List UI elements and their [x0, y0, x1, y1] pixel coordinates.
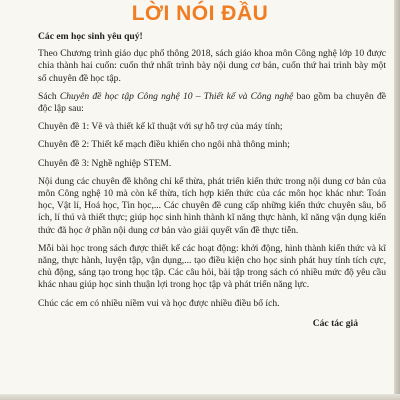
topic-3: Chuyên đề 3: Nghề nghiệp STEM. [38, 157, 172, 169]
preface-content [38, 31, 386, 336]
paragraph-wishes: Chúc các em có nhiều niềm vui và học được nhiều điều bổ ích. [38, 297, 280, 309]
signature: Các tác giả [312, 317, 358, 329]
paragraph-intro: Theo Chương trình giáo dục phổ thông 2018, sách giáo khoa môn Công nghệ lớp 10 được chia thành hai cuốn: cuốn thứ nhất trình bày nội dung cơ bản, cuốn thứ hai trình bày một số chuyên đề học tập. [38, 48, 386, 84]
topic-2: Chuyên đề 2: Thiết kế mạch điều khiển cho ngôi nhà thông minh; [38, 139, 290, 151]
page-title: LỜI NÓI ĐẦU [131, 2, 269, 25]
greeting: Các em học sinh yêu quý! [38, 31, 143, 42]
paragraph-lessons: Mỗi bài học trong sách được thiết kế các hoạt động: khởi động, hình thành kiến thức và kĩ năng, thực hành, luyện tập, vận dụng,... tạo điều kiện cho học sinh phát huy tính tích cực, chủ động, sáng tạo trong học tập. Các câu hỏi, bài tập trong sách có nhiều mức độ yêu cầu khác nhau giúp học sinh thuận lợi trong học tập và phát triển năng lực. [38, 242, 386, 291]
topic-1: Chuyên đề 1: Vẽ và thiết kế kĩ thuật với sự hỗ trợ của máy tính; [38, 121, 283, 133]
page-bottom-edge [0, 394, 400, 400]
book-title-italic: Chuyên đề học tập Công nghệ 10 – Thiết kế và Công nghệ [59, 90, 294, 102]
paragraph-content: Nội dung các chuyên đề không chỉ kế thừa, phát triển kiến thức trong nội dung cơ bản của môn Công nghệ 10 mà còn kế thừa, tích hợp kiến thức của các môn học khác như: Toán học, Vật lí, Hoá học, Tin học,... Các chuyên đề cung cấp những kiến thức chuyên sâu, bổ ích, lí thú và thiết thực; giúp học sinh hình thành kĩ năng thực hành, kĩ năng vận dụng kiến thức đã học ở phần nội dung cơ bản vào giải quyết vấn đề thực tiễn. [38, 175, 386, 236]
book-desc-after: bao gồm ba chuyên đề độc lập sau: [38, 90, 386, 115]
book-desc-before: Sách [38, 90, 60, 102]
paragraph-book-description [38, 91, 386, 115]
page-edge [394, 0, 400, 400]
